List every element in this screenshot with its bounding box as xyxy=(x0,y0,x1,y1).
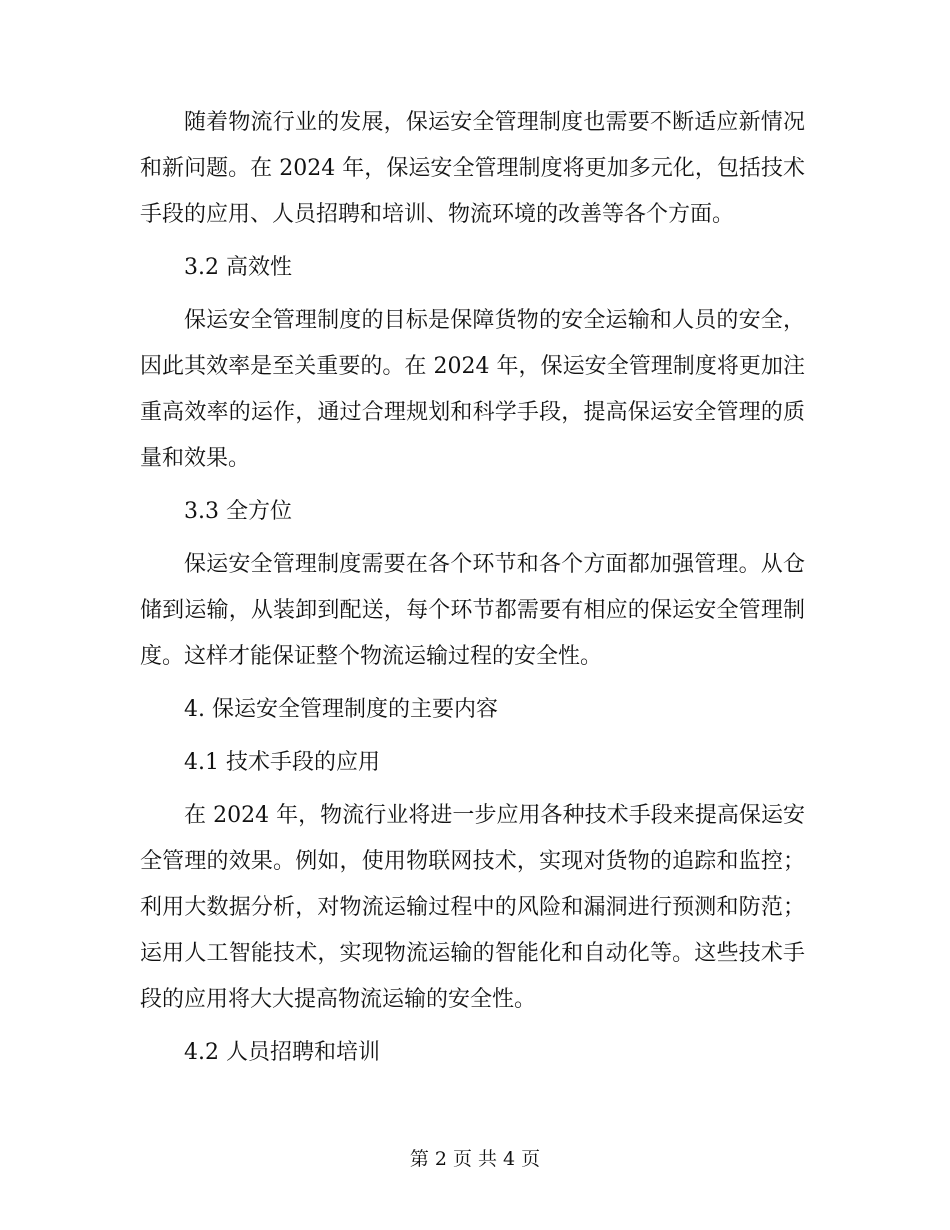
section-heading: 3.2 高效性 xyxy=(184,255,292,280)
section-heading: 4.2 人员招聘和培训 xyxy=(184,1040,380,1065)
page-number-footer: 第 2 页 共 4 页 xyxy=(409,1148,541,1170)
paragraph: 在 2024 年，物流行业将进一步应用各种技术手段来提高保运安全管理的效果。例如，使用物联网技术，实现对货物的追踪和监控；利用大数据分析，对物流运输过程中的风险和漏洞进行预测和防范；运用人工智能技术，实现物流运输的智能化和自动化等。这些技术手段的应用将大大提高物流运输的安全性。 xyxy=(140,803,805,1012)
paragraph: 保运安全管理制度需要在各个环节和各个方面都加强管理。从仓储到运输，从装卸到配送，每个环节都需要有相应的保运安全管理制度。这样才能保证整个物流运输过程的安全性。 xyxy=(140,552,805,669)
paragraph: 保运安全管理制度的目标是保障货物的安全运输和人员的安全，因此其效率是至关重要的。在 2024 年，保运安全管理制度将更加注重高效率的运作，通过合理规划和科学手段，提高保运安全管理的质量和效果。 xyxy=(140,308,805,471)
section-heading: 4. 保运安全管理制度的主要内容 xyxy=(184,697,498,722)
document-body xyxy=(140,100,805,1083)
section-heading: 4.1 技术手段的应用 xyxy=(184,750,380,775)
section-heading: 3.3 全方位 xyxy=(184,499,292,524)
paragraph: 随着物流行业的发展，保运安全管理制度也需要不断适应新情况和新问题。在 2024 年，保运安全管理制度将更加多元化，包括技术手段的应用、人员招聘和培训、物流环境的改善等各个方面。 xyxy=(140,110,805,227)
